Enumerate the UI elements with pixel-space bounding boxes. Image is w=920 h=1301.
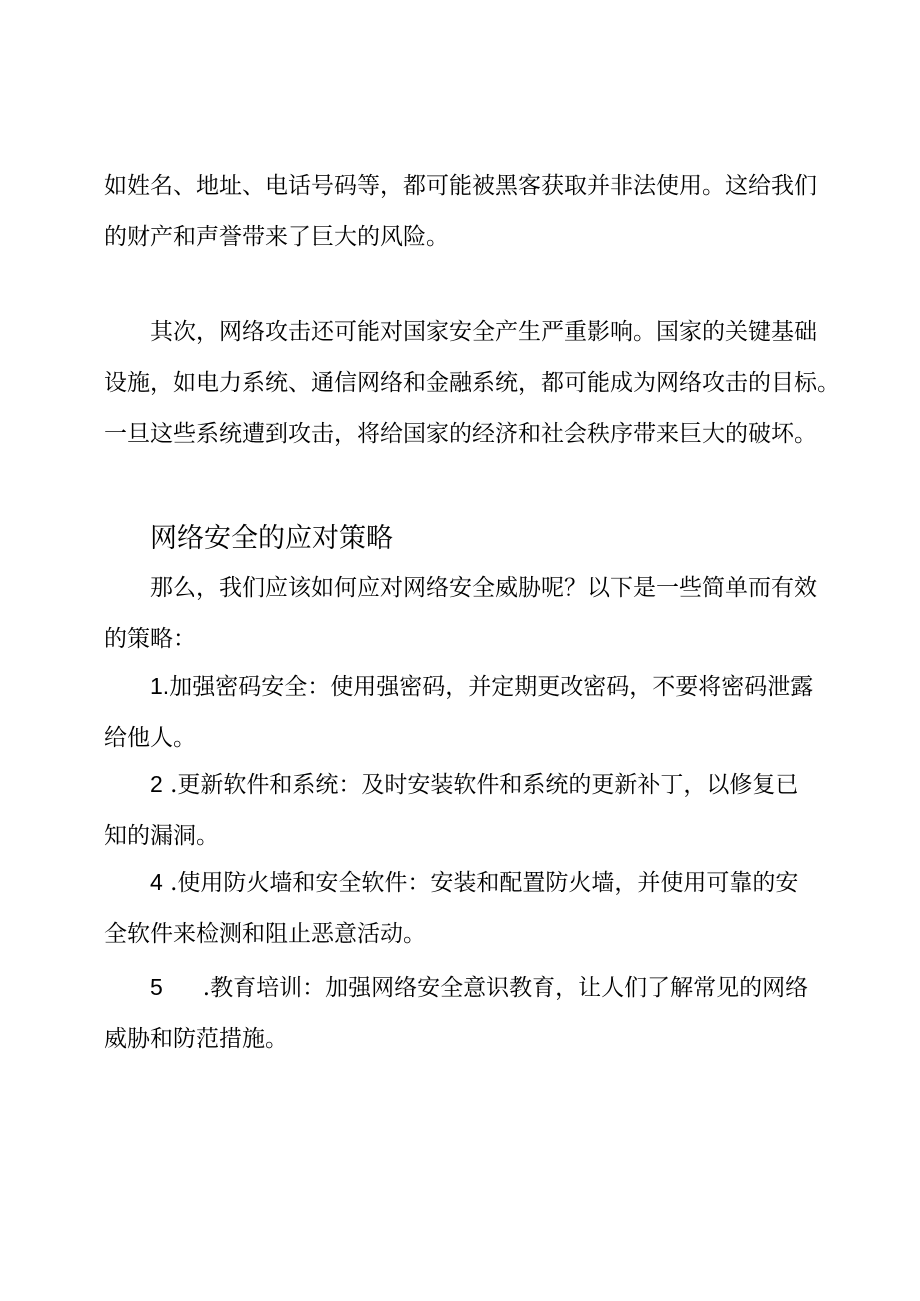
list-item-line xyxy=(104,857,820,909)
list-item-text: .更新软件和系统：及时安装软件和系统的更新补丁，以修复已 xyxy=(170,772,799,798)
paragraph-line: 设施，如电力系统、通信网络和金融系统，都可能成为网络攻击的目标。 xyxy=(104,370,840,396)
paragraph-national-security xyxy=(104,307,840,460)
list-item-line: 给他人。 xyxy=(104,725,196,751)
paragraph-personal-info-risk xyxy=(104,161,820,263)
list-item-education xyxy=(104,962,820,1065)
list-item-line xyxy=(104,962,820,1014)
list-item-number: 2 xyxy=(150,771,163,797)
list-item-text: .教育培训：加强网络安全意识教育，让人们了解常见的网络 xyxy=(202,975,809,1001)
list-item-line: 知的漏洞。 xyxy=(104,823,219,849)
list-item-update xyxy=(104,759,820,862)
list-item-line: 威胁和防范措施。 xyxy=(104,1026,288,1052)
list-item-text: 加强密码安全：使用强密码，并定期更改密码，不要将密码泄露 xyxy=(169,674,814,700)
list-item-password xyxy=(104,661,820,764)
list-item-number: 4 xyxy=(150,869,163,895)
paragraph-intro xyxy=(104,563,820,665)
paragraph-line: 如姓名、地址、电话号码等，都可能被黑客获取并非法使用。这给我们 xyxy=(104,173,817,199)
paragraph-line: 的策略： xyxy=(104,626,196,652)
paragraph-line: 那么，我们应该如何应对网络安全威胁呢？以下是一些简单而有效 xyxy=(150,575,817,601)
list-item-line xyxy=(104,759,820,811)
paragraph-line: 其次，网络攻击还可能对国家安全产生严重影响。国家的关键基础 xyxy=(150,319,817,345)
list-item-firewall xyxy=(104,857,820,960)
list-item-number: 5 xyxy=(150,974,163,1000)
paragraph-line: 一旦这些系统遭到攻击，将给国家的经济和社会秩序带来巨大的破坏。 xyxy=(104,421,817,447)
list-item-text: .使用防火墙和安全软件：安装和配置防火墙，并使用可靠的安 xyxy=(170,870,799,896)
section-heading: 网络安全的应对策略 xyxy=(150,523,393,554)
list-item-line: 全软件来检测和阻止恶意活动。 xyxy=(104,921,426,947)
list-item-line xyxy=(104,661,820,713)
paragraph-line: 的财产和声誉带来了巨大的风险。 xyxy=(104,224,449,250)
list-item-number: 1. xyxy=(150,673,170,699)
